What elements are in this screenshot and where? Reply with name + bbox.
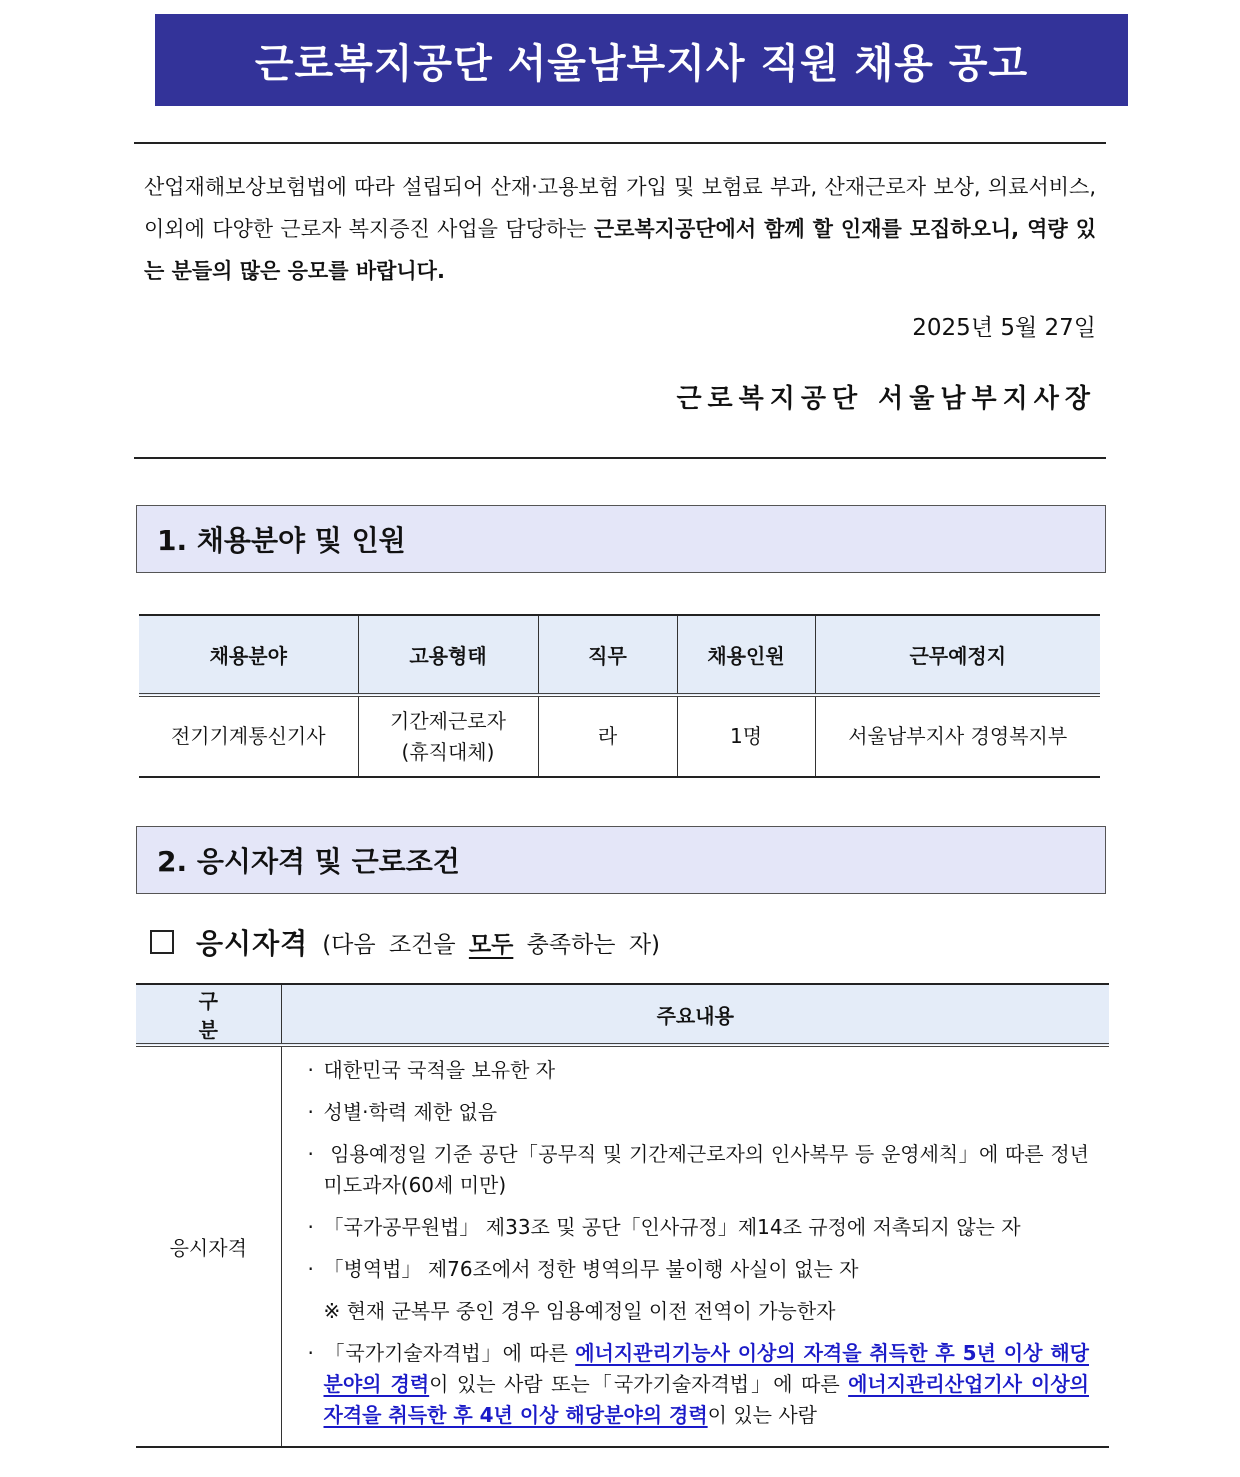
bullet-dot: · bbox=[307, 1142, 314, 1166]
cell-location: 서울남부지사 경영복지부 bbox=[815, 695, 1100, 777]
intro-text: 산업재해보상보험법에 따라 설립되어 산재‧고용보험 가입 및 보험료 부과, 산재근로자 보상, 의료서비스, 이외에 다양한 근로자 복지증진 사업을 담당하는 bbox=[144, 175, 1096, 241]
col-header-category: 구 분 bbox=[136, 984, 281, 1045]
cell-content bbox=[281, 1045, 1109, 1447]
military-note: ※ 현재 군복무 중인 경우 임용예정일 이전 전역이 가능한자 bbox=[323, 1299, 836, 1323]
title-banner bbox=[155, 14, 1128, 106]
cell-headcount: 1명 bbox=[677, 695, 815, 777]
qualifications-table bbox=[136, 983, 1109, 1448]
col-header-content: 주요내용 bbox=[281, 984, 1109, 1045]
recruitment-table bbox=[139, 614, 1100, 778]
section-heading-qualifications: 2. 응시자격 및 근로조건 bbox=[136, 826, 1106, 894]
table-header-row bbox=[136, 984, 1109, 1045]
signer: 근로복지공단 서울남부지사장 bbox=[676, 384, 1096, 414]
bullet-dot: · bbox=[307, 1100, 314, 1124]
subsection-note-post: 충족하는 자) bbox=[513, 931, 661, 958]
top-divider bbox=[134, 142, 1106, 144]
col-header-duty: 직무 bbox=[538, 615, 677, 695]
table-row bbox=[136, 1045, 1109, 1447]
employment-type-line1: 기간제근로자 bbox=[390, 708, 506, 733]
subsection-label: 응시자격 bbox=[196, 927, 309, 960]
subsection-note-pre: (다음 조건을 bbox=[322, 931, 469, 958]
intro-paragraph bbox=[144, 166, 1096, 292]
section-heading-recruitment: 1. 채용분야 및 인원 bbox=[136, 505, 1106, 573]
subsection-note bbox=[322, 926, 660, 959]
cell-employment-type bbox=[358, 695, 538, 777]
subsection-heading bbox=[150, 922, 660, 962]
list-item: · 성별‧학력 제한 없음 bbox=[308, 1097, 1090, 1128]
announcement-date: 2025년 5월 27일 bbox=[912, 315, 1096, 341]
list-item: · 대한민국 국적을 보유한 자 bbox=[308, 1055, 1090, 1086]
intro-bold-text: 근로복지공단에서 함께 할 인재를 모집하오니, 역량 있는 분들의 많은 응모를 바랍니다. bbox=[144, 217, 1096, 283]
table-header-row bbox=[139, 615, 1100, 695]
checkbox-square-icon bbox=[150, 930, 174, 954]
highlight-requirement-1: 에너지관리기능사 이상의 자격을 취득한 후 5년 이상 해당분야의 경력 bbox=[323, 1341, 1089, 1396]
cell-duty: 라 bbox=[538, 695, 677, 777]
bottom-divider bbox=[134, 457, 1106, 459]
col-header-headcount: 채용인원 bbox=[677, 615, 815, 695]
list-item: · 「국가공무원법」 제33조 및 공단「인사규정」제14조 규정에 저촉되지 않는 자 bbox=[308, 1212, 1090, 1243]
bullet-dot: · bbox=[307, 1257, 314, 1281]
list-item: · 「국가기술자격법」에 따른 에너지관리기능사 이상의 자격을 취득한 후 5년 이상 해당분야의 경력이 있는 사람 또는「국가기술자격법」에 따른 에너지관리산업기사 이상의 자격을 취득한 후 4년 이상 해당분야의 경력이 있는 사람 bbox=[308, 1338, 1090, 1431]
cell-category: 응시자격 bbox=[136, 1045, 281, 1447]
bullet-dot: · bbox=[307, 1058, 314, 1082]
bullet-dot: · bbox=[307, 1215, 314, 1239]
cell-field: 전기기계통신기사 bbox=[139, 695, 358, 777]
page-title: 근로복지공단 서울남부지사 직원 채용 공고 bbox=[254, 40, 1029, 87]
col-header-location: 근무예정지 bbox=[815, 615, 1100, 695]
bullet-dot: · bbox=[307, 1341, 314, 1365]
list-item: · 임용예정일 기준 공단「공무직 및 기간제근로자의 인사복무 등 운영세칙」에 따른 정년 미도과자(60세 미만) bbox=[308, 1139, 1090, 1201]
employment-type-line2: (휴직대체) bbox=[401, 739, 495, 764]
col-header-employment-type: 고용형태 bbox=[358, 615, 538, 695]
list-item: · 「병역법」 제76조에서 정한 병역의무 불이행 사실이 없는 자 bbox=[308, 1254, 1090, 1285]
subsection-note-emphasis: 모두 bbox=[468, 931, 514, 958]
highlight-requirement-2: 에너지관리산업기사 이상의 자격을 취득한 후 4년 이상 해당분야의 경력 bbox=[323, 1372, 1089, 1427]
table-row bbox=[139, 695, 1100, 777]
col-header-field: 채용분야 bbox=[139, 615, 358, 695]
